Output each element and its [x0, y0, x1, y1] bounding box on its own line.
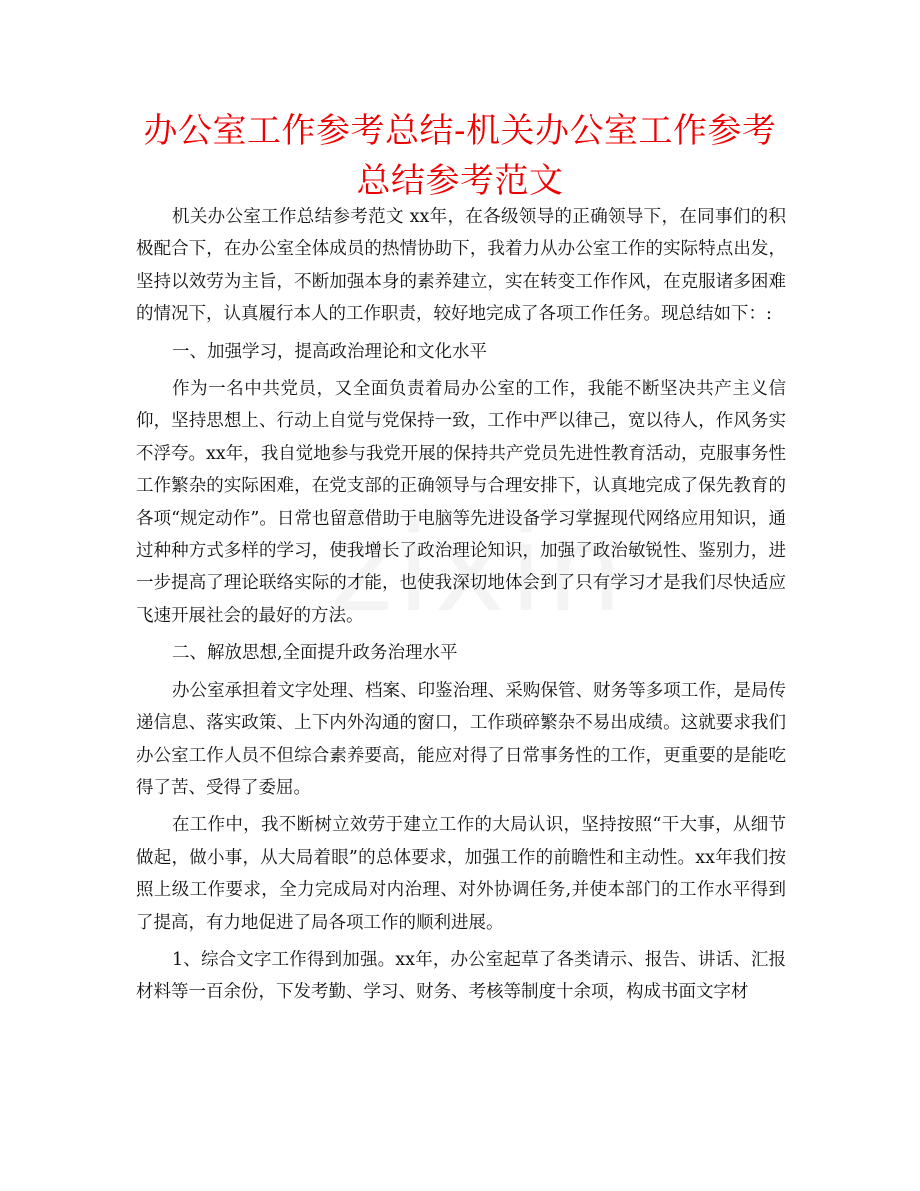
document-body [136, 201, 786, 1014]
paragraph-section-2a: 办公室承担着文字处理、档案、印鉴治理、采购保管、财务等多项工作，是局传递信息、落实政策、上下内外沟通的窗口，工作琐碎繁杂不易出成绩。这就要求我们办公室工作人员不但综合素养要高，能应对得了日常事务性的工作，更重要的是能吃得了苦、受得了委屈。 [136, 680, 786, 798]
paragraph-section-1: 作为一名中共党员，又全面负责着局办公室的工作，我能不断坚决共产主义信仰，坚持思想上、行动上自觉与党保持一致，工作中严以律己，宽以待人，作风务实不浮夸。xx年，我自觉地参与我党开展的保持共产党员先进性教育活动，克服事务性工作繁杂的实际困难，在党支部的正确领导与合理安排下，认真地完成了保先教育的各项“规定动作”。日常也留意借助于电脑等先进设备学习掌握现代网络应用知识，通过种种方式多样的学习，使我增长了政治理论知识，加强了政治敏锐性、鉴别力，进一步提高了理论联络实际的才能，也使我深切地体会到了只有学习才是我们尽快适应飞速开展社会的最好的方法。 [136, 379, 786, 626]
document-title: 办公室工作参考总结-机关办公室工作参考总结参考范文 [143, 111, 777, 201]
paragraph-intro: 机关办公室工作总结参考范文 xx年，在各级领导的正确领导下，在同事们的积极配合下，在办公室全体成员的热情协助下，我着力从办公室工作的实际特点出发，坚持以效劳为主旨，不断加强本身的素养建立，实在转变工作作风，在克服诸多困难的情况下，认真履行本人的工作职责，较好地完成了各项工作任务。现总结如下：: [136, 207, 786, 325]
section-heading-1: 一、加强学习，提高政治理论和文化水平 [172, 341, 487, 362]
section-heading-2: 二、解放思想,全面提升政务治理水平 [172, 643, 458, 664]
paragraph-section-2b: 在工作中，我不断树立效劳于建立工作的大局认识，坚持按照“干大事，从细节做起，做小事，从大局着眼”的总体要求，加强工作的前瞻性和主动性。xx年我们按照上级工作要求，全力完成局对内治理、对外协调任务,并使本部门的工作水平得到了提高，有力地促进了局各项工作的顺利进展。 [136, 815, 786, 933]
paragraph-item-1: 1、综合文字工作得到加强。xx年，办公室起草了各类请示、报告、讲话、汇报材料等一百余份，下发考勤、学习、财务、考核等制度十余项，构成书面文字材 [136, 949, 786, 1003]
